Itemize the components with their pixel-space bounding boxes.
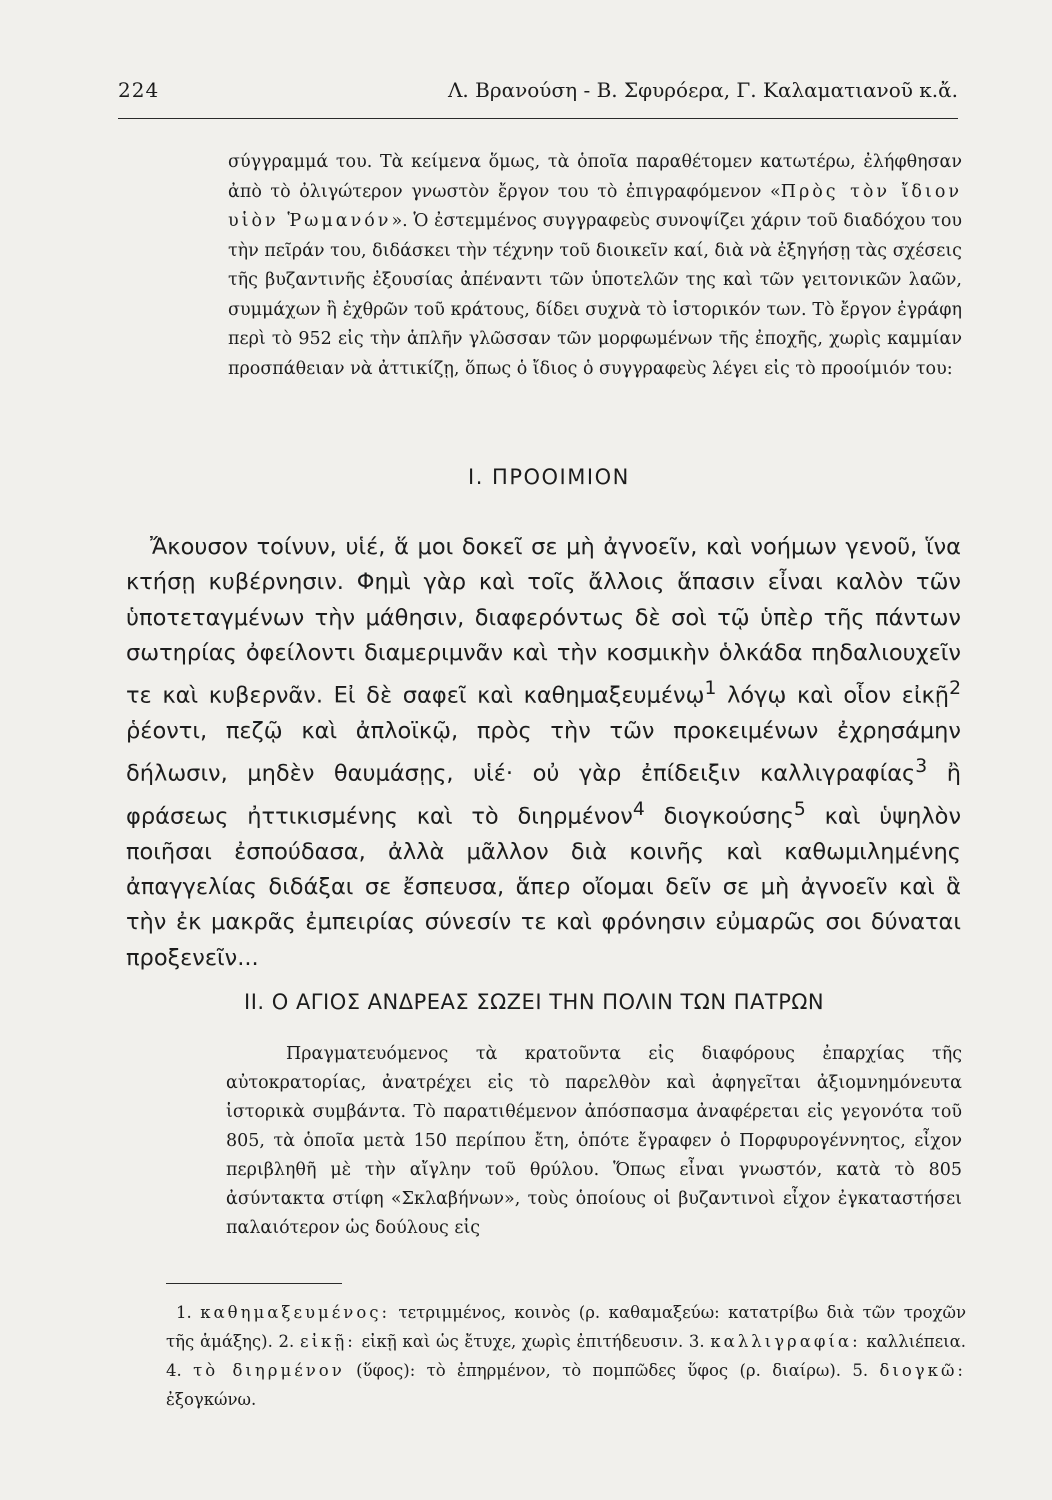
prooimion-segment-4: ἢ φράσεως ἠττικισμένης καὶ τὸ διηρμένον xyxy=(126,760,961,830)
section-2-paragraph xyxy=(226,1040,962,1243)
footnote-4-text: (ὕφος): τὸ ἐπηρμένον, τὸ πομπῶδες ὕφος (ρ. διαίρω). xyxy=(344,1361,842,1380)
section-title-agios-andreas: II. Ο ΑΓΙΟΣ ΑΝΔΡΕΑΣ ΣΩΖΕΙ ΤΗΝ ΠΟΛΙΝ ΤΩΝ ΠΑΤΡΩΝ xyxy=(244,990,825,1014)
footnote-4-label: 4. xyxy=(166,1361,182,1380)
quoted-prooimion xyxy=(126,530,961,976)
prooimion-segment-5: διογκούσης xyxy=(644,803,794,830)
footnotes xyxy=(166,1298,966,1414)
intro-part-2: ». Ὁ ἐστεμμένος συγγραφεὺς συνοψίζει χάριν τοῦ διαδόχου του τὴν πεῖράν του, διδάσκει τὴν τέχνην τοῦ διοικεῖν καί, διὰ νὰ ἐξηγήσῃ τὰς σχέσεις τῆς βυζαντινῆς ἐξουσίας ἀπέναντι τῶν ὑποτελῶν της καὶ τῶν γειτονικῶν λαῶν, συμμάχων ἢ ἐχθρῶν τοῦ κράτους, δίδει συχνὰ τὸ ἱστορικόν των. Τὸ ἔργον ἐγράφη περὶ τὸ 952 εἰς τὴν ἁπλῆν γλῶσσαν τῶν μορφωμένων τῆς ἐποχῆς, χωρὶς καμμίαν προσπάθειαν νὰ ἀττικίζῃ, ὅπως ὁ ἴδιος ὁ συγγραφεὺς λέγει εἰς τὸ προοίμιόν του: xyxy=(228,211,962,379)
footnote-marker-1: 1 xyxy=(704,678,717,700)
footnote-marker-5: 5 xyxy=(793,799,806,821)
footnotes-text xyxy=(166,1298,966,1414)
footnote-1-label: 1. xyxy=(176,1303,192,1322)
prooimion-text xyxy=(126,530,961,976)
footnote-3-term: καλλιγραφία: xyxy=(710,1332,861,1351)
footnote-3-text: καλλιέπεια. xyxy=(860,1332,966,1351)
footnote-3-label: 3. xyxy=(683,1332,705,1351)
running-head: Λ. Βρανούση - Β. Σφυρόερα, Γ. Καλαματιανοῦ κ.ἄ. xyxy=(447,78,958,102)
intro-paragraph xyxy=(228,148,962,384)
footnote-2-label: 2. xyxy=(272,1332,295,1351)
footnote-marker-2: 2 xyxy=(949,678,962,700)
footnote-5-text: ἐξογκώνω. xyxy=(166,1390,257,1409)
footnote-marker-3: 3 xyxy=(915,756,928,778)
prooimion-segment-2: λόγῳ καὶ οἷον εἰκῇ xyxy=(716,682,950,709)
intro-text xyxy=(228,148,962,384)
intro-part-1: σύγγραμμά του. Τὰ κείμενα ὅμως, τὰ ὁποῖα παραθέτομεν κατωτέρω, ἐλήφθησαν ἀπὸ τὸ ὀλιγώτερον γνωστὸν ἔργον του τὸ ἐπιγραφόμενον « xyxy=(228,152,962,202)
footnote-2-term: εἰκῇ: xyxy=(300,1332,356,1351)
footnote-1-text: τετριμμένος, κοινὸς (ρ. καθαμαξεύω: κατατρίβω διὰ τῶν τροχῶν τῆς ἁμάξης). xyxy=(166,1303,966,1351)
prooimion-segment-3: ῥέοντι, πεζῷ καὶ ἀπλοϊκῷ, πρὸς τὴν τῶν προκειμένων ἐχρησάμην δήλωσιν, μηδὲν θαυμάσῃς, υἱέ· οὐ γὰρ ἐπίδειξιν καλλιγραφίας xyxy=(126,717,961,787)
prooimion-segment-1: Ἄκουσον τοίνυν, υἱέ, ἅ μοι δοκεῖ σε μὴ ἀγνοεῖν, καὶ νοήμων γενοῦ, ἵνα κτήσῃ κυβέρνησιν. Φημὶ γὰρ καὶ τοῖς ἄλλοις ἅπασιν εἶναι καλὸν τῶν ὑποτεταγμένων τὴν μάθησιν, διαφερόντως δὲ σοὶ τῷ ὑπὲρ τῆς πάντων σωτηρίας ὀφείλοντι διαμεριμνᾶν καὶ τὴν κοσμικὴν ὁλκάδα πηδαλιουχεῖν τε καὶ κυβερνᾶν. Εἰ δὲ σαφεῖ καὶ καθημαξευμένῳ xyxy=(126,534,961,709)
page-header xyxy=(118,78,958,119)
footnote-5-label: 5. xyxy=(841,1361,869,1380)
work-title-spaced: Πρὸς τὸν ἴδιον υἱὸν Ῥωμανόν xyxy=(228,181,963,231)
section-2-text: Πραγματευόμενος τὰ κρατοῦντα εἰς διαφόρους ἐπαρχίας τῆς αὐτοκρατορίας, ἀνατρέχει εἰς τὸ παρελθὸν καὶ ἀφηγεῖται ἀξιομνημόνευτα ἱστορικὰ συμβάντα. Τὸ παρατιθέμενον ἀπόσπασμα ἀναφέρεται εἰς γεγονότα τοῦ 805, τὰ ὁποῖα μετὰ 150 περίπου ἔτη, ὁπότε ἔγραφεν ὁ Πορφυρογέννητος, εἶχον περιβληθῆ μὲ τὴν αἴγλην τοῦ θρύλου. Ὅπως εἶναι γνωστόν, κατὰ τὸ 805 ἀσύντακτα στίφη «Σκλαβήνων», τοὺς ὁποίους οἱ βυζαντινοὶ εἶχον ἐγκαταστήσει παλαιότερον ὡς δούλους εἰς xyxy=(226,1044,962,1238)
footnote-5-term: διογκῶ: xyxy=(879,1361,966,1380)
footnote-marker-4: 4 xyxy=(632,799,645,821)
section-title-prooimion: I. ΠΡΟΟΙΜΙΟΝ xyxy=(468,465,630,489)
footnote-4-term: τὸ διηρμένον xyxy=(193,1361,345,1380)
page-number: 224 xyxy=(118,78,160,102)
prooimion-segment-6: καὶ ὑψηλὸν ποιῆσαι ἐσπούδασα, ἀλλὰ μᾶλλον διὰ κοινῆς καὶ καθωμιλημένης ἀπαγγελίας διδάξαι σε ἔσπευσα, ἅπερ οἴομαι δεῖν σε μὴ ἀγνοεῖν καὶ ἃ τὴν ἐκ μακρᾶς ἐμπειρίας σύνεσίν τε καὶ φρόνησιν εὐμαρῶς σοι δύναται προξενεῖν... xyxy=(126,803,962,971)
footnote-divider xyxy=(166,1283,342,1284)
footnote-2-text: εἰκῇ καὶ ὡς ἔτυχε, χωρὶς ἐπιτήδευσιν. xyxy=(355,1332,684,1351)
footnote-1-term: καθημαξευμένος: xyxy=(200,1303,391,1322)
